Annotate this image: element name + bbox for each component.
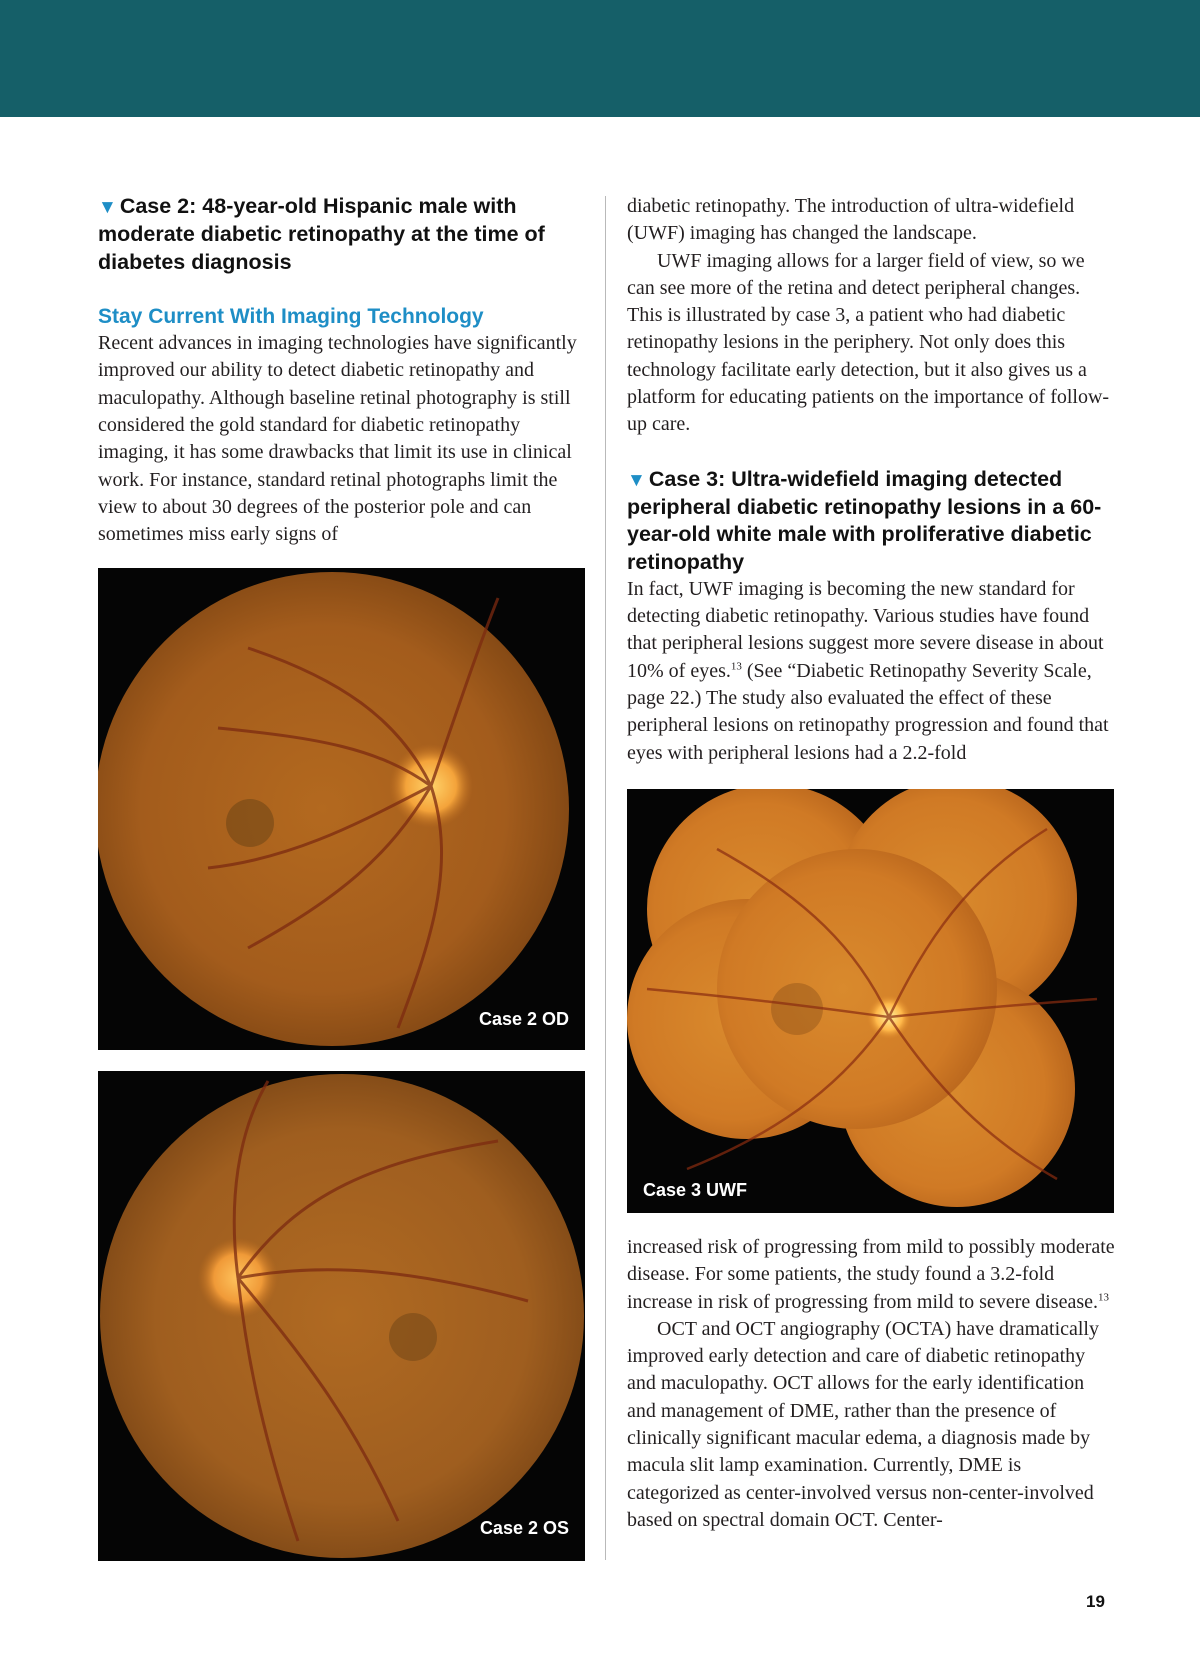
body-paragraph: OCT and OCT angiography (OCTA) have dramatically improved early detection and care of diabetic retinopathy and maculopathy. OCT allows for the early identification and management of DME, rather than the presence of clinically significant macular edema, a diagnosis made by macula slit lamp examination. Currently, DME is categorized as center-involved versus non-center-involved based on spectral domain OCT. Center- (627, 1317, 1099, 1531)
figure-caption: Case 2 OS (479, 1518, 569, 1538)
body-paragraph: Recent advances in imaging technologies have significantly improved our ability to detect diabetic retinopathy and maculopathy. Although baseline retinal photography is still considered the gold standard for diabetic retinopathy imaging, it has some drawbacks that limit its use in clinical work. For instance, standard retinal photographs limit the view to about 30 degrees of the posterior pole and can sometimes miss early signs of (98, 332, 577, 546)
case-2-heading: ▼ Case 2: 48-year-old Hispanic male with moderate diabetic retinopathy at the time of diabetes diagnosis (98, 194, 545, 274)
fundus-image (98, 1071, 585, 1561)
page-number: 19 (1086, 1592, 1105, 1611)
reference-marker: 13 (1097, 1290, 1109, 1303)
fundus-image (98, 568, 585, 1050)
triangle-down-icon: ▼ (627, 469, 646, 491)
body-paragraph: diabetic retinopathy. The introduction of ultra-widefield (UWF) imaging has changed the landscape. (627, 195, 1075, 245)
figure-caption: Case 3 UWF (643, 1180, 748, 1200)
reference-marker: 13 (730, 660, 742, 673)
column-divider (605, 196, 606, 1560)
body-paragraph: In fact, UWF imaging is becoming the new standard for detecting diabetic retinopathy. Various studies have found that peripheral lesions suggest more severe disease in about 10% of eyes.$^{13}$ (See “Diabetic Retinopathy Severity Scale, page 22.) The study also evaluated the effect of these peripheral lesions on retinopathy progression and found that eyes with peripheral lesions had a 2.2-fold (627, 577, 1109, 764)
section-heading: Stay Current With Imaging Technology (98, 304, 484, 328)
triangle-down-icon: ▼ (98, 197, 117, 218)
right-column-lower (627, 1234, 1117, 1534)
figure-caption: Case 2 OD (478, 1009, 569, 1029)
fundus-photo-os (98, 1071, 585, 1561)
right-column (627, 193, 1117, 767)
left-column (98, 193, 586, 549)
header-band (0, 0, 1200, 117)
body-paragraph: increased risk of progressing from mild to possibly moderate disease. For some patients, the study found a 3.2-fold increase in risk of progressing from mild to severe disease.$^{13}$ (627, 1236, 1115, 1313)
case-3-heading: ▼ Case 3: Ultra-widefield imaging detected peripheral diabetic retinopathy lesions in a 60-year-old white male with proliferative diabetic retinopathy (627, 466, 1102, 574)
fundus-image (627, 789, 1114, 1213)
uwf-montage-photo (627, 789, 1114, 1213)
fundus-photo-od (98, 568, 585, 1050)
body-paragraph: UWF imaging allows for a larger field of view, so we can see more of the retina and detect peripheral changes. This is illustrated by case 3, a patient who had diabetic retinopathy lesions in the periphery. Not only does this technology facilitate early detection, but it also gives us a platform for educating patients on the importance of follow-up care. (627, 249, 1110, 436)
